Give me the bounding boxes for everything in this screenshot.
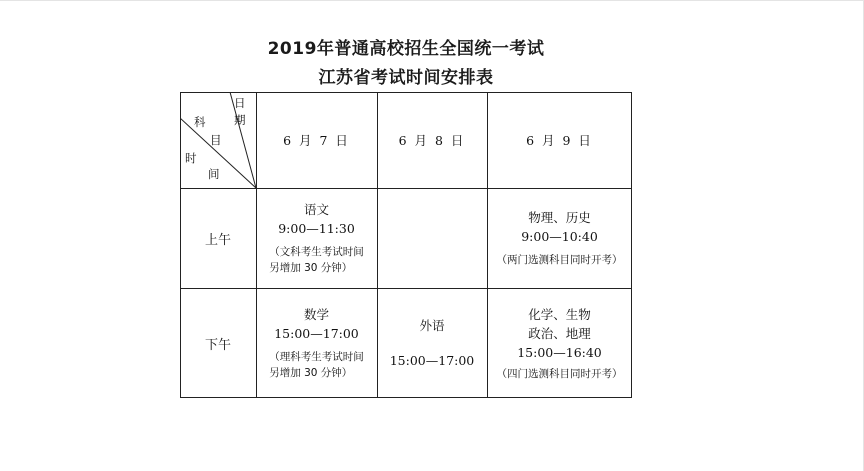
exam-note	[269, 244, 364, 276]
cell-afternoon-d8	[377, 288, 487, 398]
corner-label-mu: 目	[210, 133, 222, 147]
corner-label-ke: 科	[194, 115, 206, 129]
exam-note	[269, 349, 364, 381]
exam-time: 15:00—16:40	[517, 344, 602, 360]
exam-time: 15:00—17:00	[274, 326, 359, 341]
schedule-table	[180, 92, 632, 398]
page-subtitle: 江苏省考试时间安排表	[318, 68, 494, 88]
cell-morning-d8	[377, 188, 487, 288]
subject: 化学、生物	[528, 306, 591, 322]
exam-time: 9:00—10:40	[521, 229, 598, 244]
exam-time: 15:00—17:00	[389, 353, 475, 368]
date-header-d9: 6 月 9 日	[526, 133, 593, 148]
corner-label-shi: 时	[185, 151, 197, 165]
corner-label-jian: 间	[208, 167, 220, 181]
corner-header	[180, 92, 256, 188]
note-line: 另增加 30 分钟）	[269, 262, 353, 274]
date-header-d7: 6 月 7 日	[283, 133, 350, 148]
period-morning: 上午	[204, 232, 231, 248]
note-line: （文科考生考试时间	[269, 246, 364, 258]
corner-label-qi: 期	[234, 113, 246, 127]
subject: 外语	[419, 318, 445, 333]
cell-morning-d7	[256, 188, 377, 288]
subject: 数学	[303, 307, 329, 322]
cell-afternoon-d9	[487, 288, 632, 398]
exam-note: （四门选测科目同时开考）	[496, 367, 623, 380]
exam-note: （两门选测科目同时开考）	[496, 254, 623, 266]
note-line: 另增加 30 分钟）	[269, 367, 353, 379]
top-border	[0, 0, 864, 1]
subject: 物理、历史	[528, 210, 591, 225]
page-title: 2019年普通高校招生全国统一考试	[267, 39, 545, 59]
note-line: （理科考生考试时间	[269, 351, 364, 363]
corner-label-ri: 日	[234, 96, 246, 110]
subject: 政治、地理	[528, 325, 591, 341]
exam-time: 9:00—11:30	[278, 221, 355, 236]
cell-morning-d9	[487, 188, 632, 288]
date-header-d8: 6 月 8 日	[398, 133, 466, 148]
cell-afternoon-d7	[256, 288, 377, 398]
subject: 语文	[303, 202, 329, 217]
period-afternoon: 下午	[204, 337, 231, 353]
